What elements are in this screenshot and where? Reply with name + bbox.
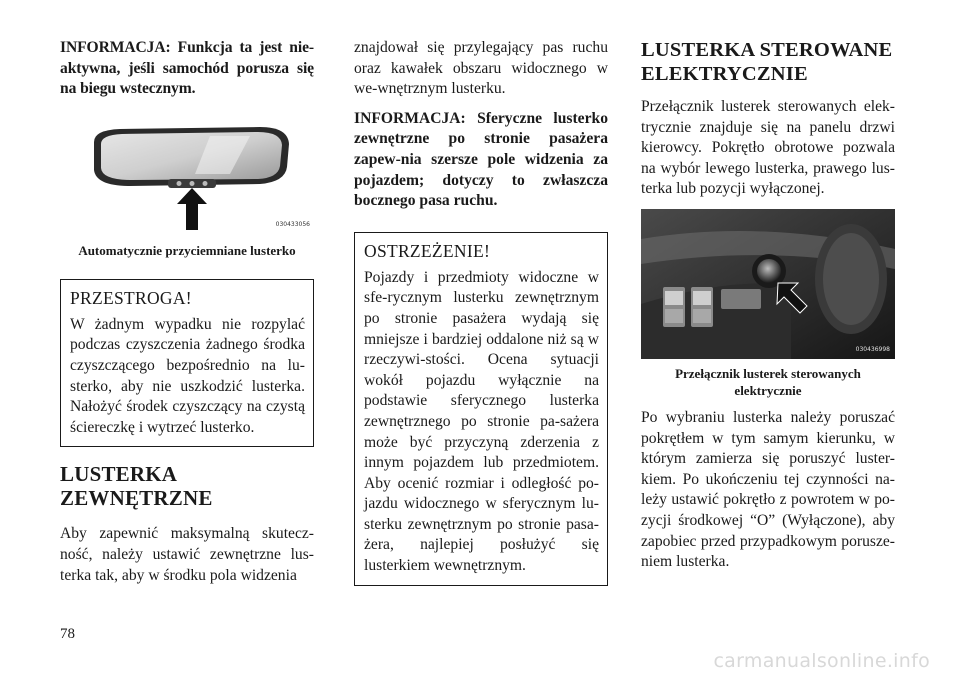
section-heading-power-mirrors: LUSTERKA STEROWANE ELEKTRYCZNIE — [641, 39, 893, 85]
figure-caption: Przełącznik lusterek sterowanych elektrycznie — [675, 365, 861, 398]
info-note-reverse: INFORMACJA: Funkcja ta jest nie-aktywna, jeśli samochód porusza się na biegu wstecznym. — [60, 39, 314, 98]
caution-title: PRZESTROGA! — [70, 287, 192, 308]
exterior-mirrors-paragraph: Aby zapewnić maksymalną skutecz-ność, należy ustawić zewnętrzne lus-terka tak, aby w środku pola widzenia — [60, 525, 314, 584]
switch-figure — [641, 209, 895, 359]
warning-text: Pojazdy i przedmioty widoczne w sfe-rycznym lusterku zewnętrznym po stronie pasażera wydają się mniejsze i bardziej oddalone niż są w rzeczywi-stości. Ocena sytuacji wokół pojazdu wyłącznie na podstawie sferycznego lusterka zewnętrznego po stronie pa-sażera może być przyczyną zderzenia z innym pojazdem lub przedmiotem. Aby ocenić rozmiar i odległość po-jazdu widocznego w sferycznym lu-sterku zewnętrznym po stronie pasa-żera, najlepiej posłużyć się lusterkiem wewnętrznym. — [364, 268, 599, 575]
figure-code: 030436998 — [855, 345, 890, 353]
figure-code: 030433056 — [275, 220, 310, 228]
warning-box — [354, 232, 608, 586]
warning-title: OSTRZEŻENIE! — [364, 240, 491, 261]
rearview-mirror-image — [60, 122, 314, 234]
caution-box — [60, 279, 314, 448]
column-2 — [354, 38, 608, 586]
figure-caption: Automatycznie przyciemniane lusterko — [78, 242, 296, 258]
power-mirrors-paragraph: Przełącznik lusterek sterowanych elek-trycznie znajduje się na panelu drzwi kierowcy. Pokrętło obrotowe pozwala na wybór lewego lusterka, prawego lus-terka lub pozycji wyłączonej. — [641, 98, 895, 198]
column-3 — [641, 38, 895, 573]
exterior-mirrors-paragraph-cont: znajdował się przylegający pas ruchu oraz kawałek obszaru widocznego w we-wnętrznym lusterku. — [354, 39, 608, 98]
column-1 — [60, 38, 314, 586]
section-heading-exterior-mirrors: LUSTERKA ZEWNĘTRZNE — [60, 462, 213, 511]
page-number: 78 — [60, 626, 75, 642]
info-note-spherical: INFORMACJA: Sferyczne lusterko zewnętrzne po stronie pasażera zapew-nia szersze pole widzenia za pojazdem; dotyczy to zwłaszcza bocznego pasa ruchu. — [354, 109, 608, 210]
door-switch-image — [641, 209, 895, 359]
caution-text: W żadnym wypadku nie rozpylać podczas czyszczenia żadnego środka czyszczącego bezpośrednio na lu-sterko, aby nie uszkodzić lusterka. Nałożyć środek czyszczący na czystą ściereczkę i wytrzeć lusterko. — [70, 315, 305, 436]
watermark: carmanualsonline.info — [713, 650, 930, 672]
mirror-figure — [60, 122, 314, 234]
power-mirrors-usage-paragraph: Po wybraniu lusterka należy poruszać pokrętłem w tym samym kierunku, w którym zamierza się poruszyć luster-kiem. Po ukończeniu tej czynności na-leży ustawić pokrętło z powrotem w po-zycji środkowej “O” (Wyłączone), aby zapobiec przed przypadkowym porusze-niem lusterka. — [641, 408, 895, 571]
